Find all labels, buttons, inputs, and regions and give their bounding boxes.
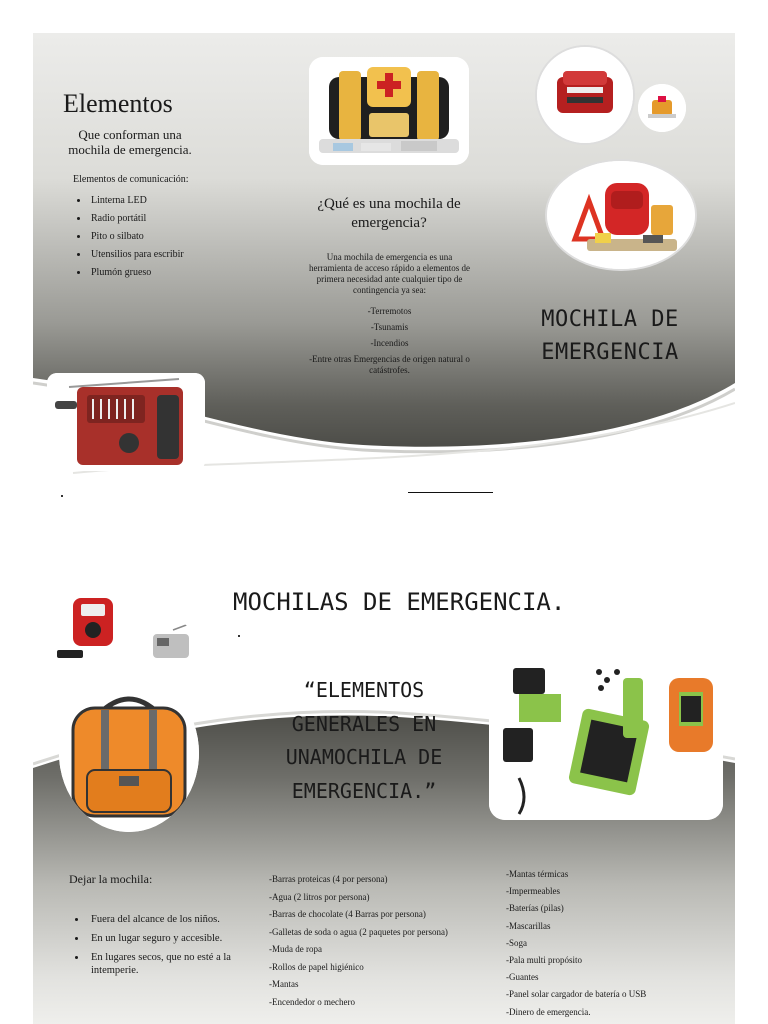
list-item: -Dinero de emergencia. xyxy=(506,1006,591,1017)
dot-mark xyxy=(238,635,240,637)
list-item: • Radio portátil xyxy=(89,210,184,228)
list-item: • Plumón grueso xyxy=(89,264,184,282)
supplies-list-food xyxy=(269,874,464,1014)
brochure-page-back xyxy=(33,578,735,1024)
list-item: -Muda de ropa xyxy=(269,944,322,954)
list-item: -Soga xyxy=(506,937,527,948)
dot-mark xyxy=(61,495,63,497)
question-heading: ¿Qué es una mochila de emergencia? xyxy=(317,196,461,231)
small-kit-photo xyxy=(638,84,686,132)
storage-list xyxy=(71,913,247,983)
emergency-item: -Terremotos xyxy=(367,306,412,316)
emergency-item: -Incendios xyxy=(370,338,409,348)
hand-crank-radio-photo xyxy=(47,373,205,471)
panel-subtitle: Que conforman una mochila de emergencia. xyxy=(68,127,192,157)
list-item: • En un lugar seguro y accesible. xyxy=(87,932,247,945)
quote-heading: “ELEMENTOS GENERALES EN UNAMOCHILA DE EMERGENCIA.” xyxy=(285,678,443,803)
list-item: -Barras de chocolate (4 Barras por persona) xyxy=(269,909,426,919)
list-item: -Baterías (pilas) xyxy=(506,903,564,914)
first-aid-backpack-photo xyxy=(309,57,469,165)
emergency-item: -Entre otras Emergencias de origen natural o catástrofes. xyxy=(309,354,470,375)
emergency-kit-photo xyxy=(545,159,697,271)
cover-title: MOCHILA DE EMERGENCIA xyxy=(541,307,679,365)
silver-radio-photo xyxy=(143,620,197,672)
list-item: -Mantas xyxy=(269,979,299,989)
list-item: -Mantas térmicas xyxy=(506,869,569,879)
list-item: • Linterna LED xyxy=(89,192,184,210)
communication-list xyxy=(77,192,184,282)
list-item: -Pala multi propósito xyxy=(506,954,582,965)
list-item: -Mascarillas xyxy=(506,920,551,931)
panel-title: Elementos xyxy=(63,89,173,118)
orange-backpack-photo xyxy=(59,674,199,832)
emergency-item: -Tsunamis xyxy=(370,322,409,332)
description-text: Una mochila de emergencia es una herramienta de acceso rápido a elementos de primera necesidad ante cualquier tipo de contingencia ya sea: xyxy=(309,252,470,295)
list-item: -Galletas de soda o agua (2 paquetes por persona) xyxy=(269,926,448,937)
list-item: -Guantes xyxy=(506,972,539,983)
divider-line xyxy=(408,492,493,493)
list-item: • Pito o silbato xyxy=(89,228,184,246)
red-crank-radio-photo xyxy=(47,584,137,674)
supplies-list-gear xyxy=(506,869,731,1024)
brochure-page-front xyxy=(33,33,735,510)
list-item: • En lugares secos, que no esté a la intemperie. xyxy=(87,951,247,977)
list-item: -Barras proteicas (4 por persona) xyxy=(269,874,388,884)
list-item: -Encendedor o mechero xyxy=(269,996,355,1007)
list-item: • Utensilios para escribir xyxy=(89,246,184,264)
red-kit-bag-photo xyxy=(535,45,635,145)
page-title: MOCHILAS DE EMERGENCIA. xyxy=(233,588,566,616)
solar-charger-photo xyxy=(489,658,723,820)
storage-label: Dejar la mochila: xyxy=(69,872,153,886)
list-item: • Fuera del alcance de los niños. xyxy=(87,913,247,926)
list-item: -Rollos de papel higiénico xyxy=(269,961,364,972)
list-item: -Impermeables xyxy=(506,886,560,897)
communication-label: Elementos de comunicación: xyxy=(73,174,189,185)
list-item: -Panel solar cargador de batería o USB xyxy=(506,989,647,1000)
list-item: -Agua (2 litros por persona) xyxy=(269,891,370,902)
